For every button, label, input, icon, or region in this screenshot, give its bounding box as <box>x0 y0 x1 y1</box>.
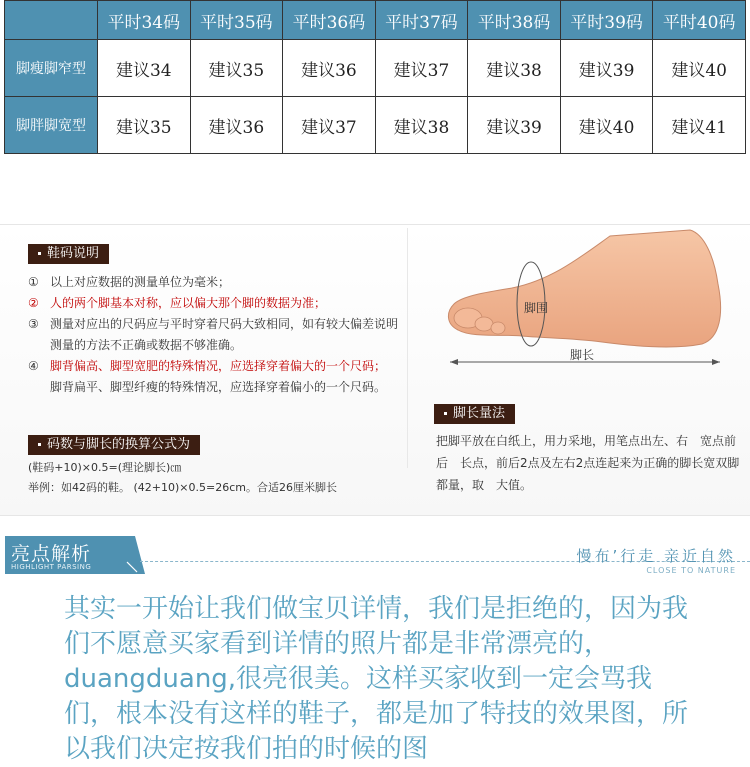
header-cell: 平时37码 <box>375 1 468 40</box>
measure-instructions: 把脚平放在白纸上，用力采地，用笔点出左、右 宽点前后 长点，前后2点及左右2点连起来为正确的脚长宽双脚都量，取 大值。 <box>436 434 740 492</box>
note-item: ③ 测量对应出的尺码应与平时穿着尺码大致相同，如有较大偏差说明测量的方法不正确或数据不够准确。 <box>28 317 399 352</box>
table-row <box>5 40 746 97</box>
size-table <box>4 0 746 154</box>
size-guide-title: 鞋码说明 <box>28 244 109 264</box>
formula-text <box>28 458 337 498</box>
table-cell: 建议36 <box>283 40 376 97</box>
table-cell: 建议37 <box>283 97 376 154</box>
table-cell: 建议34 <box>98 40 191 97</box>
foot-illustration <box>432 226 732 376</box>
table-cell: 建议37 <box>375 40 468 97</box>
toe-shape <box>491 322 505 334</box>
note-item: ② 人的两个脚基本对称，应以偏大那个脚的数据为准； <box>28 296 327 310</box>
table-row <box>5 97 746 154</box>
bullet-icon <box>38 252 41 255</box>
header-cell: 平时36码 <box>283 1 376 40</box>
formula-example: 举例：如42码的鞋。 (42+10)×0.5=26cm。合适26厘米脚长 <box>28 481 337 494</box>
guide-divider <box>407 228 408 468</box>
highlight-title: 亮点解析 <box>11 543 92 565</box>
row-label: 脚胖脚宽型 <box>5 97 98 154</box>
brand-main: 慢布’行走 亲近自然 <box>576 547 736 565</box>
highlight-tag <box>5 536 133 574</box>
highlight-paragraph: 其实一开始让我们做宝贝详情，我们是拒绝的，因为我们不愿意买家看到详情的照片都是非常漂亮的，duangduang,很亮很美。这样买家收到一定会骂我们，根本没有这样的鞋子，都是加了特技的效果图，所以我们决定按我们拍的时候的图 <box>64 594 689 764</box>
header-cell: 平时40码 <box>653 1 746 40</box>
brand-sub: CLOSE TO NATURE <box>646 566 736 575</box>
arrow-right-icon <box>712 359 720 365</box>
tag-fold-icon <box>123 536 145 574</box>
size-notes <box>28 272 398 398</box>
highlight-subtitle: HIGHLIGHT PARSING <box>11 563 92 571</box>
header-cell: 平时35码 <box>190 1 283 40</box>
table-cell: 建议40 <box>560 97 653 154</box>
table-cell: 建议39 <box>560 40 653 97</box>
table-cell: 建议38 <box>468 40 561 97</box>
table-cell: 建议36 <box>190 97 283 154</box>
header-cell: 平时38码 <box>468 1 561 40</box>
toe-shape <box>475 317 493 331</box>
table-cell: 建议39 <box>468 97 561 154</box>
formula-title: 码数与脚长的换算公式为 <box>28 435 200 455</box>
measure-title: 脚长量法 <box>434 404 515 424</box>
length-label: 脚长 <box>570 348 595 362</box>
note-item: ① 以上对应数据的测量单位为毫米； <box>28 275 231 289</box>
girth-label: 脚围 <box>524 301 549 315</box>
arrow-left-icon <box>450 359 458 365</box>
table-cell: 建议40 <box>653 40 746 97</box>
header-cell: 平时39码 <box>560 1 653 40</box>
table-cell: 建议35 <box>190 40 283 97</box>
bullet-icon <box>444 412 447 415</box>
formula-line: (鞋码+10)×0.5=(理论脚长)㎝ <box>28 461 182 474</box>
table-header-row <box>5 1 746 40</box>
brand-slogan <box>576 545 736 575</box>
table-cell: 建议41 <box>653 97 746 154</box>
table-cell: 建议38 <box>375 97 468 154</box>
bullet-icon <box>38 443 41 446</box>
table-corner-cell <box>5 1 98 40</box>
header-cell: 平时34码 <box>98 1 191 40</box>
note-item: ④ 脚背偏高、脚型宽肥的特殊情况，应选择穿着偏大的一个尺码；脚背扁平、脚型纤瘦的特殊情况，应选择穿着偏小的一个尺码。 <box>28 359 387 394</box>
table-cell: 建议35 <box>98 97 191 154</box>
row-label: 脚瘦脚窄型 <box>5 40 98 97</box>
